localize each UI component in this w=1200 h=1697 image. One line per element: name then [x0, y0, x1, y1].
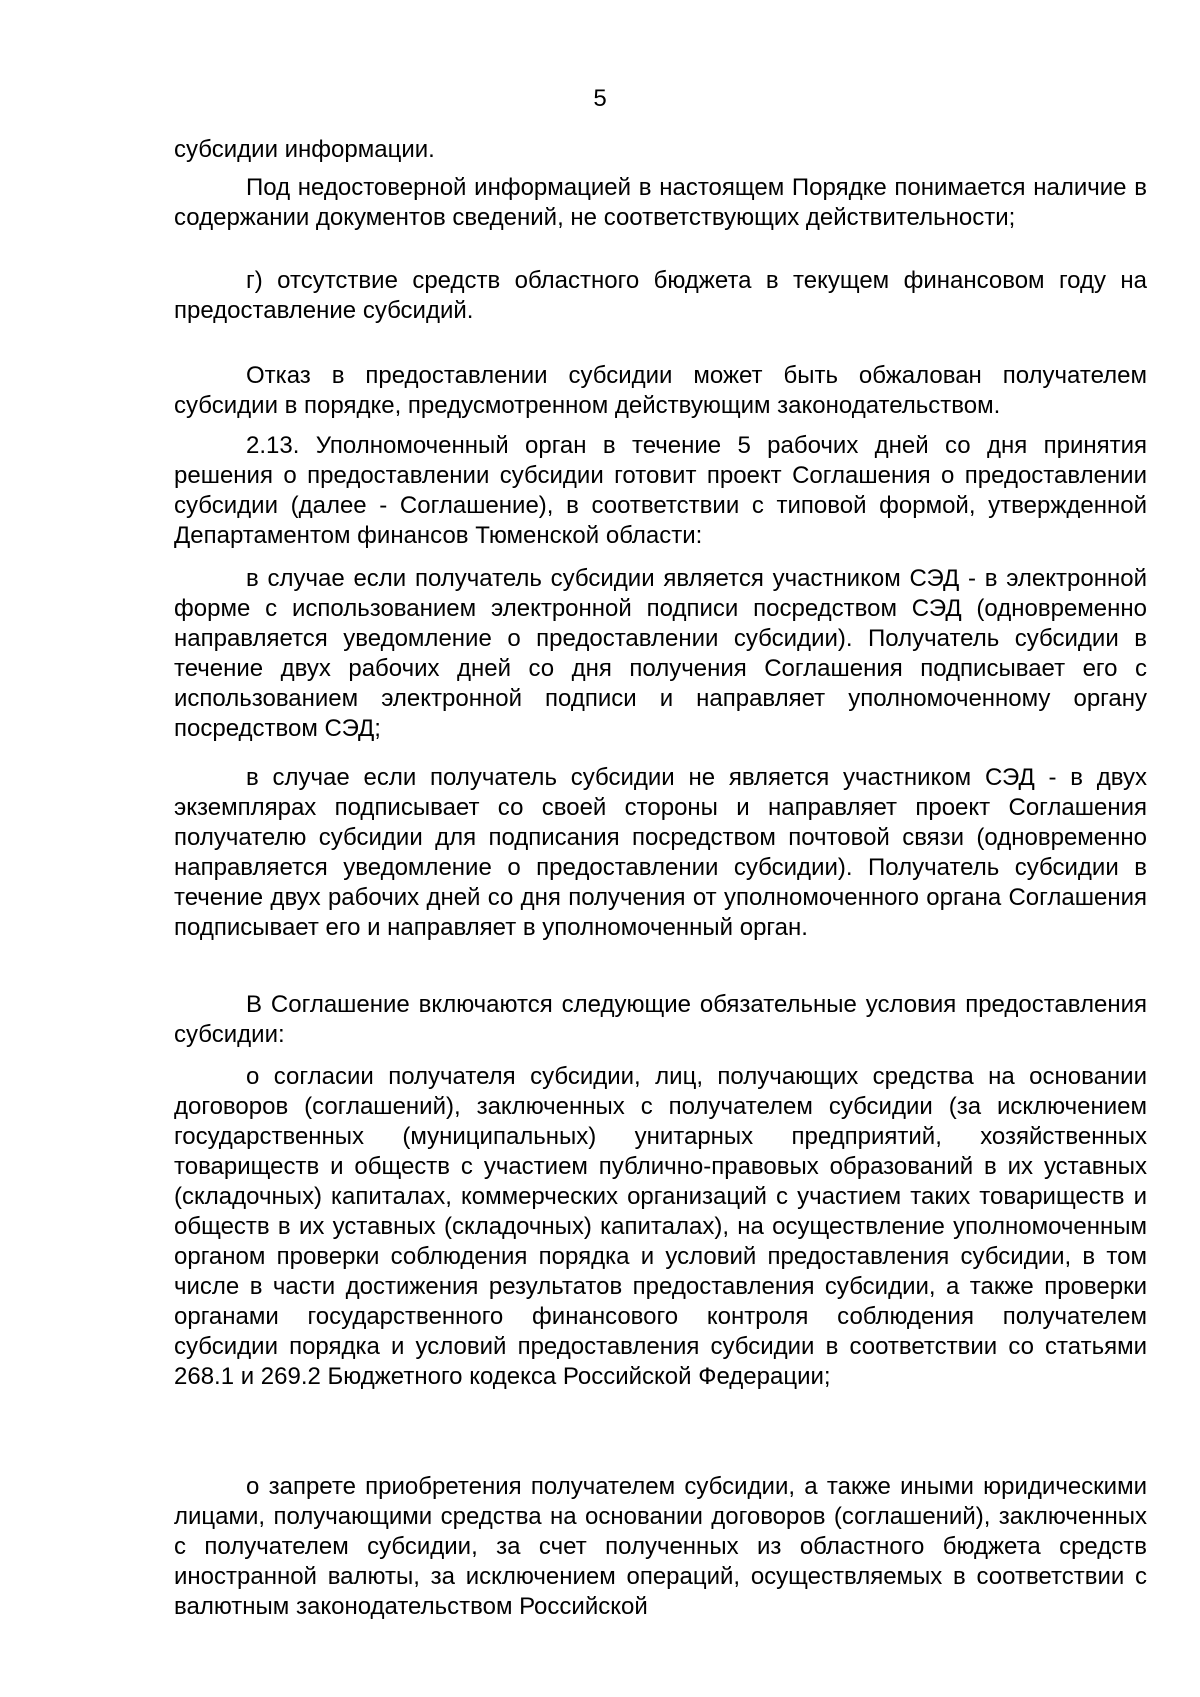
paragraph-item-g: г) отсутствие средств областного бюджета в текущем финансовом году на предоставление субсидий. — [174, 267, 1147, 324]
page-number: 5 — [593, 85, 607, 112]
paragraph-non-sed-participant: в случае если получатель субсидии не является участником СЭД - в двух экземплярах подписывает со своей стороны и направляет проект Соглашения получателю субсидии для подписания посредством почтовой связи (одновременно направляется уведомление о предоставлении субсидии). Получатель субсидии в течение двух рабочих дней со дня получения от уполномоченного органа Соглашения подписывает его и направляет в уполномоченный орган. — [174, 764, 1147, 941]
paragraph-2-13: 2.13. Уполномоченный орган в течение 5 рабочих дней со дня принятия решения о предоставлении субсидии готовит проект Соглашения о предоставлении субсидии (далее - Соглашение), в соответствии с типовой формой, утвержденной Департаментом финансов Тюменской области: — [174, 432, 1147, 549]
paragraph-continuation: субсидии информации. — [174, 136, 435, 163]
paragraph-currency-prohibition: о запрете приобретения получателем субсидии, а также иными юридическими лицами, получающими средства на основании договоров (соглашений), заключенных с получателем субсидии, за счет полученных из областного бюджета средств иностранной валюты, за исключением операций, осуществляемых в соответствии с валютным законодательством Российской — [174, 1473, 1147, 1620]
paragraph-mandatory-conditions: В Соглашение включаются следующие обязательные условия предоставления субсидии: — [174, 991, 1147, 1048]
paragraph-refusal-appeal: Отказ в предоставлении субсидии может быть обжалован получателем субсидии в порядке, предусмотренном действующим законодательством. — [174, 362, 1147, 419]
paragraph-definition-unreliable-info: Под недостоверной информацией в настоящем Порядке понимается наличие в содержании документов сведений, не соответствующих действительности; — [174, 174, 1147, 231]
paragraph-sed-participant: в случае если получатель субсидии является участником СЭД - в электронной форме с использованием электронной подписи посредством СЭД (одновременно направляется уведомление о предоставлении субсидии). Получатель субсидии в течение двух рабочих дней со дня получения Соглашения подписывает его с использованием электронной подписи и направляет уполномоченному органу посредством СЭД; — [174, 565, 1147, 742]
paragraph-consent-inspection: о согласии получателя субсидии, лиц, получающих средства на основании договоров (соглашений), заключенных с получателем субсидии (за исключением государственных (муниципальных) унитарных предприятий, хозяйственных товариществ и обществ с участием публично-правовых образований в их уставных (складочных) капиталах, коммерческих организаций с участием таких товариществ и обществ в их уставных (складочных) капиталах), на осуществление уполномоченным органом проверки соблюдения порядка и условий предоставления субсидии, в том числе в части достижения результатов предоставления субсидии, а также проверки органами государственного финансового контроля соблюдения получателем субсидии порядка и условий предоставления субсидии в соответствии со статьями 268.1 и 269.2 Бюджетного кодекса Российской Федерации; — [174, 1063, 1147, 1390]
